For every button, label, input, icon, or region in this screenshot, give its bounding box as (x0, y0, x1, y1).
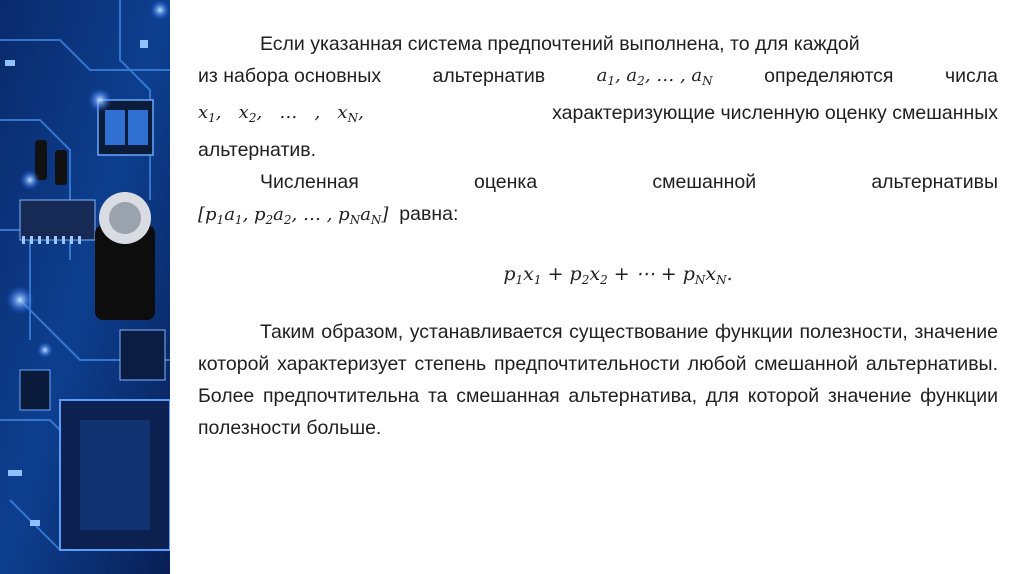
numbers-math: $x_1$, $x_2$, … , $x_N$, (198, 102, 364, 125)
text-span: альтернативы (871, 171, 998, 193)
document-body (198, 28, 998, 444)
circuit-board-image (0, 0, 170, 574)
text-span: характеризующие численную оценку смешанных (552, 102, 998, 124)
text-span: из набора основных (198, 65, 382, 87)
paragraph-1-line-4 (198, 134, 998, 166)
text-line: альтернатив. (198, 139, 317, 161)
mixed-alternative-math: [$p_1a_1$, $p_2a_2$, … , $p_Na_N$] (198, 204, 389, 227)
text-line: Если указанная система предпочтений выполнена, то для каждой (260, 33, 860, 55)
paragraph-1-line-1 (198, 28, 998, 60)
text-span: оценка (473, 171, 538, 193)
text-span: альтернатив (432, 65, 546, 87)
text-span: смешанной (652, 171, 757, 193)
paragraph-1-line-2 (198, 60, 998, 97)
paragraph-2-line-2 (198, 198, 998, 236)
paragraph-3: Таким образом, устанавливается существование функции полезности, значение которой характеризует степень предпочтительности любой смешанной альтернативы. Более предпочтительна та смешанная альтернатива, для которой значение функции полезности больше. (198, 321, 998, 439)
text-span: равна: (399, 203, 459, 225)
text-span: определяются (764, 65, 894, 87)
alternatives-math: $a_1$, $a_2$, … , $a_N$ (596, 65, 713, 88)
paragraph-1-line-3 (198, 97, 998, 134)
paragraph-2-line-1 (198, 166, 998, 198)
formula: $p_1x_1 + p_2x_2$ + ⋯ + $p_Nx_N$. (503, 263, 733, 287)
text-span: числа (944, 65, 998, 87)
text-span: Численная (260, 171, 359, 193)
